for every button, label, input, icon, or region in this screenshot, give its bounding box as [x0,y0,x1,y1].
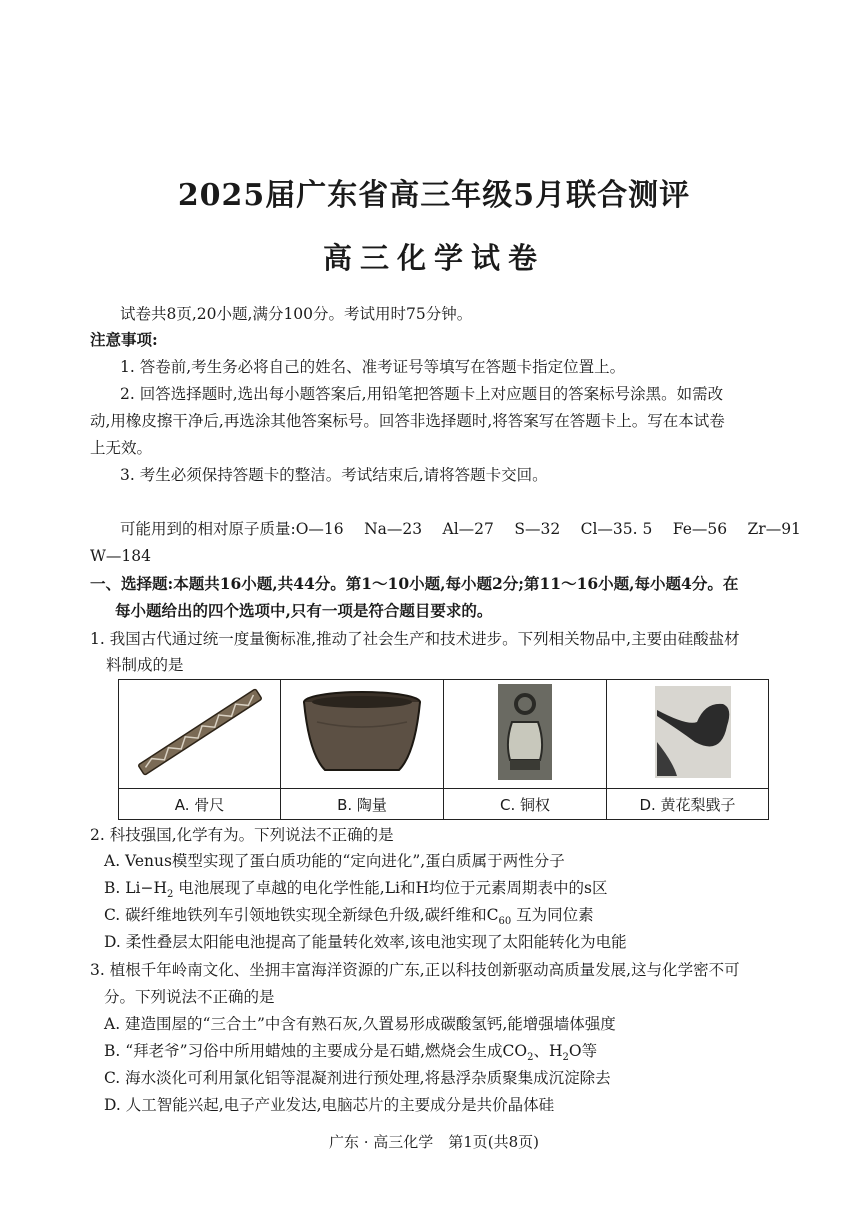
exam-subtitle: 高三化学试卷 [322,241,545,275]
question-1-stem-line-2: 料制成的是 [106,656,184,674]
question-1-stem-line-1: 1. 我国古代通过统一度量衡标准,推动了社会生产和技术进步。下列相关物品中,主要由硅酸盐材 [90,630,740,648]
huanghuali-steelyard-image [613,682,763,782]
question-3-stem-line-2: 分。下列说法不正确的是 [104,988,275,1006]
question-3-option-d: D. 人工智能兴起,电子产业发达,电脑芯片的主要成分是共价晶体硅 [104,1096,555,1114]
option-a-label: A. 骨尺 [119,789,281,820]
exam-summary: 试卷共8页,20小题,满分100分。考试用时75分钟。 [120,305,473,323]
option-c-image-cell [444,680,607,789]
question-3-option-a: A. 建造围屋的“三合土”中含有熟石灰,久置易形成碳酸氢钙,能增强墙体强度 [104,1015,616,1033]
page-footer: 广东 · 高三化学 第1页(共8页) [328,1133,540,1151]
question-1-options-table [118,679,769,820]
note-3: 3. 考生必须保持答题卡的整洁。考试结束后,请将答题卡交回。 [120,466,548,484]
option-c-label: C. 铜权 [444,789,607,820]
atomic-masses-line-2: W—184 [90,547,152,565]
question-2-option-b: B. $Li-H_2$ 电池展现了卓越的电化学性能,Li和H均位于元素周期表中的s区 [104,879,608,901]
note-1: 1. 答卷前,考生务必将自己的姓名、准考证号等填写在答题卡指定位置上。 [120,358,626,376]
pottery-measure-image [287,682,437,782]
exam-title: 2025届广东省高三年级5月联合测评 [177,178,691,213]
question-3-option-c: C. 海水淡化可利用氯化铝等混凝剂进行预处理,将悬浮杂质聚集成沉淀除去 [104,1069,611,1087]
option-d-image-cell [607,680,769,789]
question-2-stem: 2. 科技强国,化学有为。下列说法不正确的是 [90,826,394,844]
bone-ruler-image [125,682,275,782]
section-subheading: 每小题给出的四个选项中,只有一项是符合题目要求的。 [115,601,493,620]
atomic-masses-line-1: 可能用到的相对原子质量:O—16 Na—23 Al—27 S—32 Cl—35. 5 Fe—56 Zr—91 [120,520,801,538]
notes-heading: 注意事项: [90,330,158,349]
note-2-line-1: 2. 回答选择题时,选出每小题答案后,用铅笔把答题卡上对应题目的答案标号涂黑。如需改 [120,385,724,403]
note-2-line-3: 上无效。 [90,439,153,457]
note-2-line-2: 动,用橡皮擦干净后,再选涂其他答案标号。回答非选择题时,将答案写在答题卡上。写在本试卷 [90,412,725,430]
option-d-label: D. 黄花梨戥子 [607,789,769,820]
question-2-option-d: D. 柔性叠层太阳能电池提高了能量转化效率,该电池实现了太阳能转化为电能 [104,933,627,951]
question-2-option-c: C. 碳纤维地铁列车引领地铁实现全新绿色升级,碳纤维和$C_{60}$ 互为同位素 [104,906,594,928]
option-b-image-cell [281,680,444,789]
option-a-image-cell [119,680,281,789]
bronze-weight-image [450,682,600,782]
question-3-option-b: B. “拜老爷”习俗中所用蜡烛的主要成分是石蜡,燃烧会生成$CO_2$、$H_2O$等 [104,1042,598,1064]
question-2-option-a: A. Venus模型实现了蛋白质功能的“定向进化”,蛋白质属于两性分子 [104,852,565,870]
section-heading: 一、选择题:本题共16小题,共44分。第1～10小题,每小题2分;第11～16小题,每小题4分。在 [90,574,739,593]
question-3-stem-line-1: 3. 植根千年岭南文化、坐拥丰富海洋资源的广东,正以科技创新驱动高质量发展,这与化学密不可 [90,961,740,979]
option-b-label: B. 陶量 [281,789,444,820]
